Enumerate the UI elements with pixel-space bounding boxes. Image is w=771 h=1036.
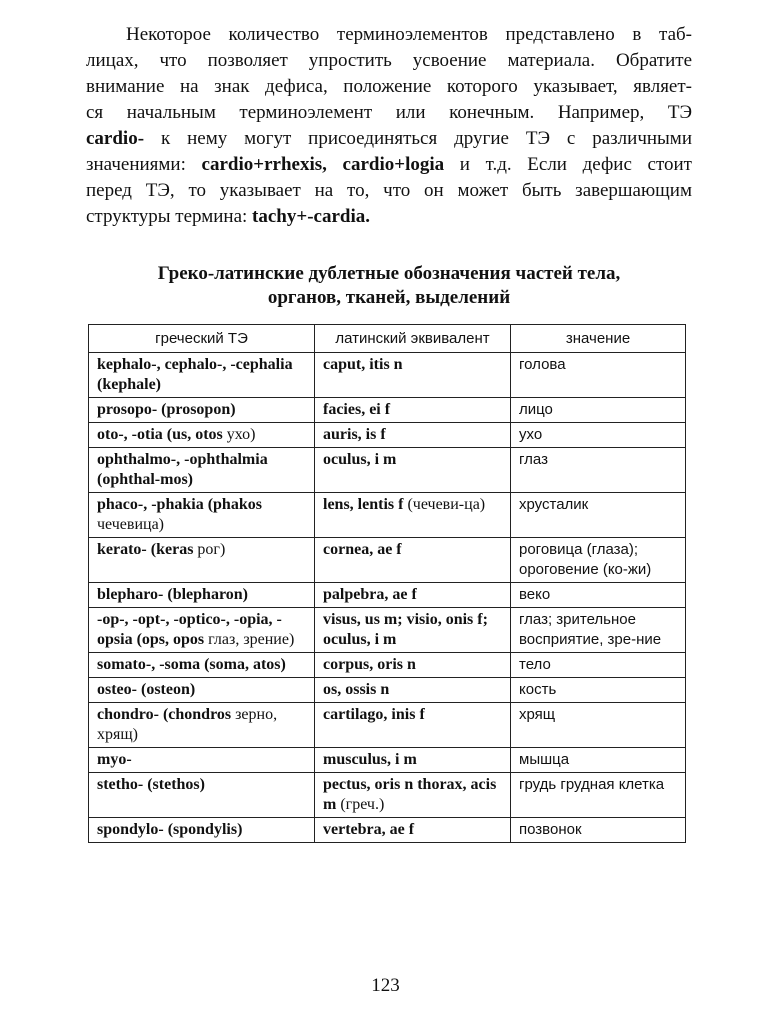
- greek-term-cell: [89, 493, 315, 538]
- greek-term: spondylo- (spondylis): [97, 821, 243, 838]
- intro-text: значениями:: [86, 154, 202, 175]
- term-example: tachy+-cardia.: [252, 206, 370, 227]
- greek-term: myo-: [97, 751, 132, 768]
- greek-gloss: глаз, зрение): [204, 631, 295, 648]
- greek-term-cell: [89, 703, 315, 748]
- intro-paragraph: [86, 22, 692, 230]
- latin-term-cell: [315, 653, 511, 678]
- intro-line: лицах, что позволяет упростить усвоение материала. Обратите: [86, 50, 692, 71]
- greek-term-cell: [89, 608, 315, 653]
- header-latin: латинский эквивалент: [315, 325, 511, 353]
- greek-term-cell: [89, 448, 315, 493]
- latin-term-cell: [315, 678, 511, 703]
- heading-line: Греко-латинские дублетные обозначения частей тела,: [157, 263, 621, 284]
- latin-term: corpus, oris n: [323, 656, 416, 673]
- meaning-cell: глаз: [511, 448, 686, 493]
- intro-line: [86, 126, 692, 152]
- latin-term: caput, itis n: [323, 356, 403, 373]
- intro-text: структуры термина:: [86, 206, 253, 227]
- heading-line: органов, тканей, выделений: [267, 287, 511, 308]
- table-row: [89, 583, 686, 608]
- intro-line: [86, 204, 692, 230]
- meaning-cell: веко: [511, 583, 686, 608]
- greek-term: phaco-, -phakia (phakos: [97, 496, 262, 513]
- latin-term: musculus, i m: [323, 751, 417, 768]
- latin-term: vertebra, ae f: [323, 821, 415, 838]
- greek-term-cell: [89, 423, 315, 448]
- greek-term-cell: [89, 538, 315, 583]
- greek-term: oto-, -otia (us, otos: [97, 426, 223, 443]
- greek-term: ophthalmo-, -ophthalmia (ophthal-mos): [97, 451, 268, 488]
- meaning-cell: мышца: [511, 748, 686, 773]
- latin-gloss: (чечеви-ца): [403, 496, 486, 513]
- page-number: 123: [371, 975, 400, 996]
- latin-term: oculus, i m: [323, 451, 397, 468]
- table-header-row: [89, 325, 686, 353]
- intro-line: Некоторое количество терминоэлементов представлено в таб-: [126, 24, 692, 45]
- greek-term: prosopo- (prosopon): [97, 401, 236, 418]
- latin-term: lens, lentis f: [323, 496, 404, 513]
- latin-term-cell: [315, 748, 511, 773]
- latin-term: facies, ei f: [323, 401, 391, 418]
- greek-gloss: ухо): [222, 426, 256, 443]
- meaning-cell: роговица (глаза); ороговение (ко-жи): [511, 538, 686, 583]
- latin-term: palpebra, ae f: [323, 586, 417, 603]
- table-row: [89, 423, 686, 448]
- greek-term: blepharo- (blepharon): [97, 586, 248, 603]
- table-row: [89, 608, 686, 653]
- latin-term-cell: [315, 818, 511, 843]
- greek-term-cell: [89, 353, 315, 398]
- greek-term: -op-, -opt-, -optico-, -opia, -opsia (ops, opos: [97, 611, 282, 648]
- header-meaning: значение: [511, 325, 686, 353]
- table-row: [89, 353, 686, 398]
- latin-term-cell: [315, 703, 511, 748]
- greek-gloss: зерно, хрящ): [97, 706, 278, 743]
- greek-term-cell: [89, 818, 315, 843]
- greek-term-cell: [89, 773, 315, 818]
- intro-text: к нему могут присоединяться другие ТЭ с различными: [144, 128, 692, 149]
- latin-term-cell: [315, 608, 511, 653]
- term-example: cardio+rrhexis, cardio+logia: [201, 154, 445, 175]
- latin-term-cell: [315, 583, 511, 608]
- greek-term: kephalo-, cephalo-, -cephalia (kephale): [97, 356, 293, 393]
- greek-term-cell: [89, 653, 315, 678]
- latin-term-cell: [315, 493, 511, 538]
- greek-term: somato-, -soma (soma, atos): [97, 656, 286, 673]
- meaning-cell: хрящ: [511, 703, 686, 748]
- latin-term-cell: [315, 538, 511, 583]
- table-row: [89, 678, 686, 703]
- table-row: [89, 493, 686, 538]
- meaning-cell: голова: [511, 353, 686, 398]
- latin-gloss: (греч.): [336, 796, 385, 813]
- greek-term-cell: [89, 583, 315, 608]
- greek-gloss: рог): [193, 541, 226, 558]
- header-greek: греческий ТЭ: [89, 325, 315, 353]
- meaning-cell: хрусталик: [511, 493, 686, 538]
- terms-table: [88, 324, 686, 843]
- table-row: [89, 538, 686, 583]
- greek-term: osteo- (osteon): [97, 681, 196, 698]
- table-row: [89, 773, 686, 818]
- greek-term: stetho- (stethos): [97, 776, 205, 793]
- meaning-cell: позвонок: [511, 818, 686, 843]
- latin-term: os, ossis n: [323, 681, 390, 698]
- latin-term: visus, us m; visio, onis f; oculus, i m: [323, 611, 488, 648]
- latin-term-cell: [315, 423, 511, 448]
- intro-line: внимание на знак дефиса, положение которого указывает, являет-: [86, 76, 692, 97]
- greek-term: kerato- (keras: [97, 541, 194, 558]
- greek-term: chondro- (chondros: [97, 706, 232, 723]
- meaning-cell: кость: [511, 678, 686, 703]
- table-heading: [86, 262, 692, 310]
- table-row: [89, 448, 686, 493]
- greek-term-cell: [89, 748, 315, 773]
- meaning-cell: лицо: [511, 398, 686, 423]
- greek-gloss: чечевица): [97, 516, 165, 533]
- meaning-cell: грудь грудная клетка: [511, 773, 686, 818]
- table-row: [89, 703, 686, 748]
- greek-term-cell: [89, 398, 315, 423]
- latin-term-cell: [315, 773, 511, 818]
- intro-line: перед ТЭ, то указывает на то, что он может быть завершающим: [86, 180, 692, 201]
- table-row: [89, 653, 686, 678]
- latin-term: auris, is f: [323, 426, 386, 443]
- meaning-cell: глаз; зрительное восприятие, зре-ние: [511, 608, 686, 653]
- latin-term-cell: [315, 353, 511, 398]
- intro-text: и т.д. Если дефис стоит: [444, 154, 692, 175]
- latin-term: pectus, oris n thorax, acis m: [323, 776, 497, 813]
- meaning-cell: ухо: [511, 423, 686, 448]
- table-row: [89, 748, 686, 773]
- intro-line: [86, 152, 692, 178]
- latin-term: cartilago, inis f: [323, 706, 425, 723]
- greek-term-cell: [89, 678, 315, 703]
- latin-term: cornea, ae f: [323, 541, 402, 558]
- term-example: cardio-: [86, 128, 145, 149]
- latin-term-cell: [315, 448, 511, 493]
- meaning-cell: тело: [511, 653, 686, 678]
- table-row: [89, 818, 686, 843]
- intro-line: ся начальным терминоэлемент или конечным. Например, ТЭ: [86, 102, 692, 123]
- latin-term-cell: [315, 398, 511, 423]
- table-row: [89, 398, 686, 423]
